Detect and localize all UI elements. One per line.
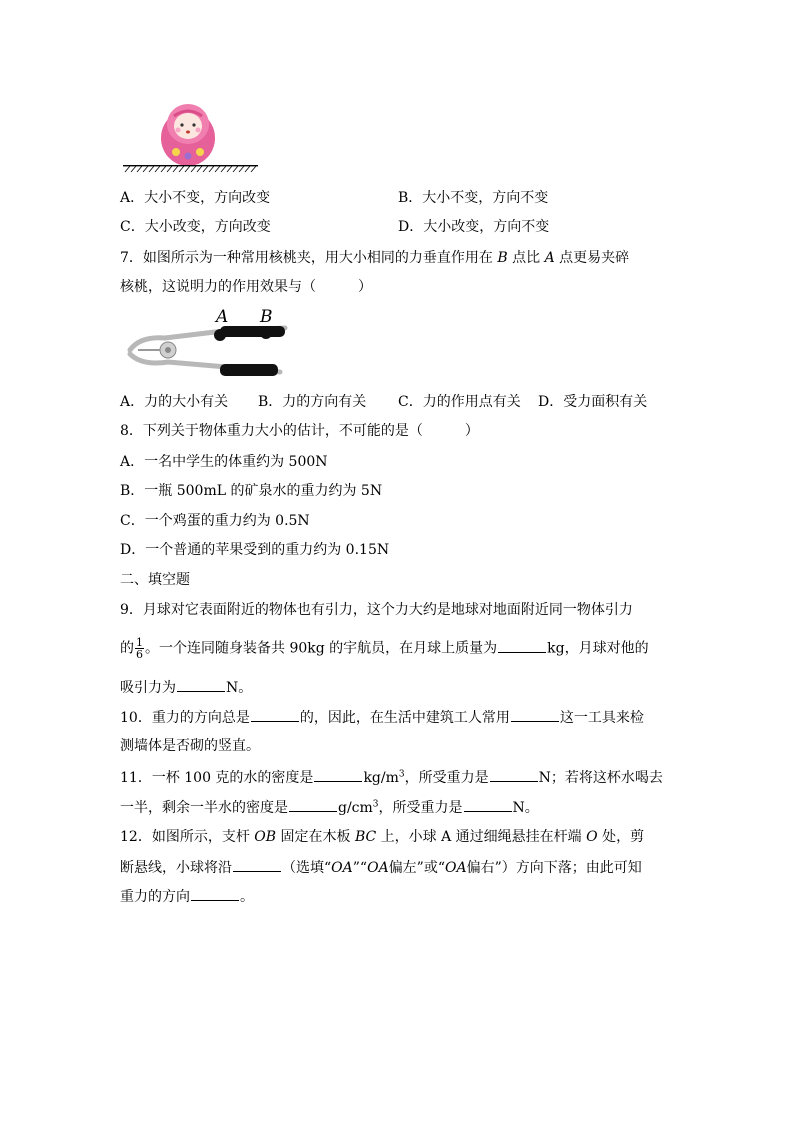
section-heading-fill-in: 二、填空题 xyxy=(120,572,190,588)
q12-oa-3: OA xyxy=(445,860,467,876)
q6-option-a: A．大小不变，方向改变 xyxy=(120,190,271,206)
q12-oa-1: OA xyxy=(331,860,353,876)
q12-ob: OB xyxy=(254,829,277,845)
q10-blank-direction[interactable] xyxy=(251,707,299,722)
q12-text-1: 12．如图所示，支杆 xyxy=(120,829,250,845)
q10-blank-tool[interactable] xyxy=(511,707,559,722)
q8-option-b: B．一瓶 500mL 的矿泉水的重力约为 5N xyxy=(120,483,383,499)
q7-text-2: 点比 xyxy=(512,250,541,266)
q10-line2: 测墙体是否砌的竖直。 xyxy=(120,738,260,754)
one-sixth-fraction xyxy=(135,637,144,660)
q7-option-c: C．力的作用点有关 xyxy=(398,394,521,410)
q12-text-3: 上，小球 A 通过细绳悬挂在杆端 xyxy=(380,829,582,845)
q7-stem-line2: 核桃，这说明力的作用效果与（ ） xyxy=(120,279,372,295)
q7-option-b: B．力的方向有关 xyxy=(258,394,367,410)
q12-line1 xyxy=(120,827,644,847)
q10-text-2: 的，因此，在生活中建筑工人常用 xyxy=(299,710,510,726)
fraction-numerator: 1 xyxy=(136,636,143,649)
q11-text-1: 11．一杯 100 克的水的密度是 xyxy=(120,770,314,786)
q12-text-4: 处，剪 xyxy=(602,829,645,845)
q12-text-6: （选填“ xyxy=(282,860,332,876)
q8-option-d: D．一个普通的苹果受到的重力约为 0.15N xyxy=(120,542,390,558)
nutcracker-figure xyxy=(120,306,295,386)
q12-blank-path[interactable] xyxy=(233,857,281,872)
q11-text-6: N。 xyxy=(512,800,539,816)
q12-text-11: 。 xyxy=(240,889,254,905)
q6-option-b: B．大小不变，方向不变 xyxy=(398,190,549,206)
q11-line1 xyxy=(120,767,663,788)
q9-line2 xyxy=(120,637,649,660)
q11-blank-density-1[interactable] xyxy=(314,767,362,782)
q9-text-4: 吸引力为 xyxy=(120,680,176,696)
q11-exp-2: 3 xyxy=(372,799,379,810)
q7-point-a: A xyxy=(544,250,555,266)
q9-blank-force[interactable] xyxy=(177,677,225,692)
q9-text-5: N。 xyxy=(226,680,253,696)
fraction-denominator: 6 xyxy=(136,648,143,661)
q12-oa-2: OA xyxy=(367,860,389,876)
q7-text-3: 点更易夹碎 xyxy=(559,250,630,266)
q7-stem-line1 xyxy=(120,248,629,268)
q11-blank-gravity-1[interactable] xyxy=(490,767,538,782)
q11-unit-1: kg/m xyxy=(363,770,399,786)
q11-text-3: N；若将这杯水喝去 xyxy=(538,770,663,786)
q12-text-9: 偏右”）方向下落；由此可知 xyxy=(466,860,642,876)
q7-text-1: 7．如图所示为一种常用核桃夹，用大小相同的力垂直作用在 xyxy=(120,250,493,266)
q7-option-a: A．力的大小有关 xyxy=(120,394,229,410)
q12-line3 xyxy=(120,886,254,907)
q11-unit-2: g/cm xyxy=(338,800,373,816)
nutcracker-label-b: B xyxy=(260,307,273,327)
q9-line1: 9．月球对它表面附近的物体也有引力，这个力大约是地球对地面附近同一物体引力 xyxy=(120,602,633,618)
q11-line2 xyxy=(120,797,539,818)
q11-text-2: ，所受重力是 xyxy=(404,770,489,786)
q12-text-10: 重力的方向 xyxy=(120,889,190,905)
q9-blank-mass[interactable] xyxy=(498,638,546,653)
q12-o: O xyxy=(586,829,598,845)
q9-line3 xyxy=(120,677,252,698)
q11-text-5: ，所受重力是 xyxy=(378,800,463,816)
q11-blank-density-2[interactable] xyxy=(289,797,337,812)
q12-text-8: 偏左”或“ xyxy=(388,860,446,876)
q12-blank-direction[interactable] xyxy=(191,886,239,901)
q12-text-7: ”“ xyxy=(352,860,368,876)
q12-text-5: 断悬线，小球将沿 xyxy=(120,860,232,876)
q6-option-c: C．大小改变，方向改变 xyxy=(120,219,271,235)
q9-text-2: 。一个连同随身装备共 90kg 的宇航员，在月球上质量为 xyxy=(145,640,498,657)
q7-point-b: B xyxy=(497,250,508,266)
q10-text-3: 这一工具来检 xyxy=(559,710,644,726)
q11-exp-1: 3 xyxy=(398,769,405,780)
q12-line2 xyxy=(120,857,642,878)
q10-line1 xyxy=(120,707,644,728)
q8-option-c: C．一个鸡蛋的重力约为 0.5N xyxy=(120,513,310,529)
q12-text-2: 固定在木板 xyxy=(280,829,351,845)
q11-blank-gravity-2[interactable] xyxy=(464,797,512,812)
q10-text-1: 10．重力的方向总是 xyxy=(120,710,250,726)
q8-stem: 8．下列关于物体重力大小的估计，不可能的是（ ） xyxy=(120,423,479,439)
tumbler-doll-figure xyxy=(118,98,263,174)
q11-text-4: 一半，剩余一半水的密度是 xyxy=(120,800,288,816)
q8-option-a: A．一名中学生的体重约为 500N xyxy=(120,454,328,470)
nutcracker-label-a: A xyxy=(216,307,229,327)
q12-bc: BC xyxy=(354,829,377,845)
q9-text-1: 的 xyxy=(120,640,134,657)
q9-text-3: kg，月球对他的 xyxy=(547,640,649,657)
q7-option-d: D．受力面积有关 xyxy=(538,394,648,410)
q6-option-d: D．大小改变，方向不变 xyxy=(398,219,550,235)
